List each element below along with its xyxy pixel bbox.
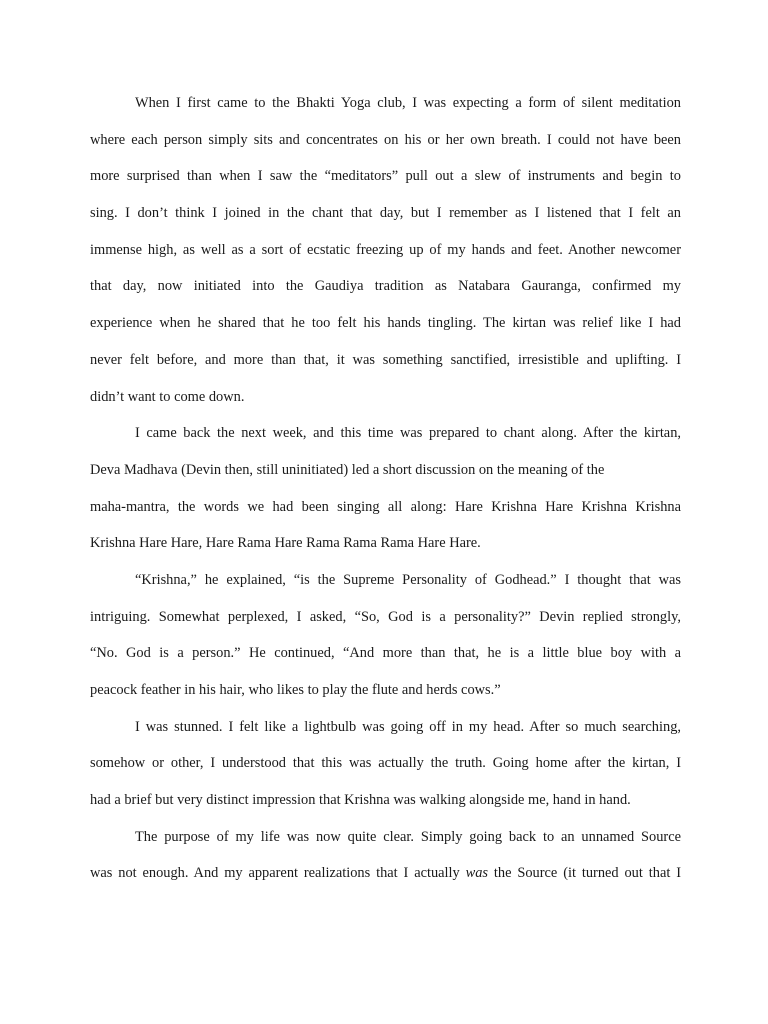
text-line: had a brief but very distinct impression that Krishna was walking alongside me, hand in hand. xyxy=(90,792,631,809)
paragraph-first-line: I came back the next week, and this time was prepared to chant along. After the kirtan, xyxy=(135,425,681,442)
text-line: somehow or other, I understood that this was actually the truth. Going home after the kirtan, I xyxy=(90,755,681,772)
text-line: Krishna Hare Hare, Hare Rama Hare Rama Rama Rama Hare Hare. xyxy=(90,535,481,552)
text-line xyxy=(90,859,681,896)
text-line: immense high, as well as a sort of ecstatic freezing up of my hands and feet. Another newcomer xyxy=(90,241,681,258)
text-line: peacock feather in his hair, who likes to play the flute and herds cows.” xyxy=(90,682,501,698)
text-line: that day, now initiated into the Gaudiya tradition as Natabara Gauranga, confirmed my xyxy=(90,278,681,295)
emphasized-word: was xyxy=(465,865,489,882)
body-text xyxy=(90,89,681,896)
text-line-segment: the Source (it turned out that I xyxy=(488,865,681,882)
text-line-segment: was not enough. And my apparent realizations that I actually xyxy=(90,865,466,882)
paragraph-first-line: When I first came to the Bhakti Yoga club, I was expecting a form of silent meditation xyxy=(135,95,681,111)
text-line: never felt before, and more than that, it was something sanctified, irresistible and uplifting. I xyxy=(90,351,681,368)
text-line: where each person simply sits and concentrates on his or her own breath. I could not have been xyxy=(90,131,681,148)
text-line: intriguing. Somewhat perplexed, I asked, “So, God is a personality?” Devin replied strongly, xyxy=(90,608,681,625)
text-line: “No. God is a person.” He continued, “And more than that, he is a little blue boy with a xyxy=(90,645,681,662)
text-line: more surprised than when I saw the “meditators” pull out a slew of instruments and begin to xyxy=(90,168,681,185)
text-line: didn’t want to come down. xyxy=(90,388,245,405)
paragraph-first-line: The purpose of my life was now quite clear. Simply going back to an unnamed Source xyxy=(135,828,681,845)
text-line: sing. I don’t think I joined in the chant that day, but I remember as I listened that I felt an xyxy=(90,205,681,222)
text-line: Deva Madhava (Devin then, still uninitiated) led a short discussion on the meaning of the xyxy=(90,461,605,478)
paragraph-first-line: “Krishna,” he explained, “is the Supreme Personality of Godhead.” I thought that was xyxy=(135,571,681,588)
text-line: experience when he shared that he too felt his hands tingling. The kirtan was relief like I had xyxy=(90,315,681,332)
text-line: maha-mantra, the words we had been singing all along: Hare Krishna Hare Krishna Krishna xyxy=(90,498,681,515)
paragraph-first-line: I was stunned. I felt like a lightbulb was going off in my head. After so much searching, xyxy=(135,718,681,735)
